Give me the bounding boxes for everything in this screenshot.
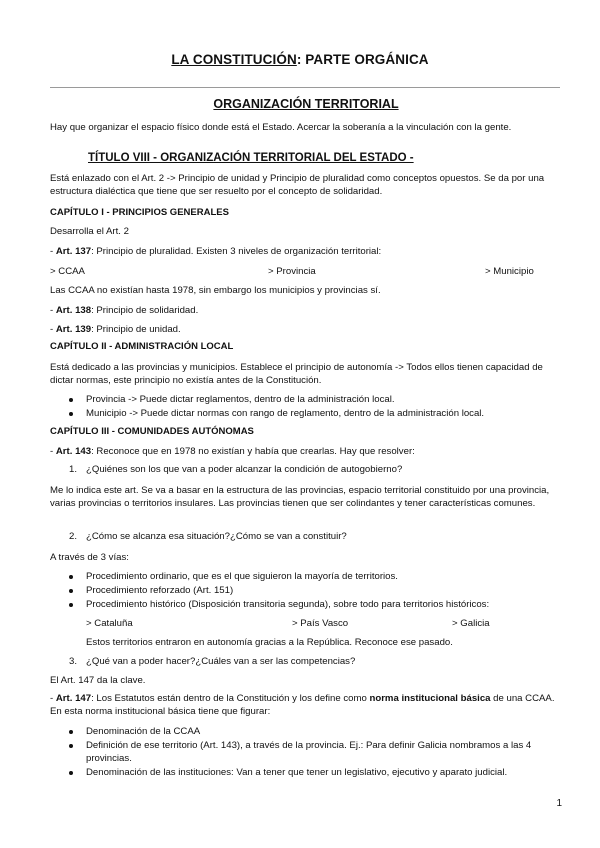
art137-prefix: - [50,246,56,257]
art138-prefix: - [50,305,56,316]
bullet-dot [69,412,73,416]
q2-text: ¿Cómo se alcanza esa situación?¿Cómo se van a constituir? [86,531,347,542]
art138-text: : Principio de solidaridad. [91,305,199,316]
via-ordinario: Procedimiento ordinario, que es el que siguieron la mayoría de territorios. [86,571,398,582]
vias-intro: A través de 3 vías: [50,552,129,563]
bullet-dot [69,730,73,734]
historico-pais-vasco: > País Vasco [292,618,349,629]
q1-answer: Me lo indica este art. Se va a basar en la estructura de las provincias, espacio territorial constituido por una provincia, varias provincias o territorios insulares. Las provincias tienen que ser colindantes y tener características comunes. [50,485,550,509]
document-title [0,52,600,67]
q2-number: 2. [69,531,78,542]
art138-line [50,304,560,317]
art147-clave: El Art. 147 da la clave. [50,675,146,686]
title-rest: : PARTE ORGÁNICA [296,52,429,67]
titulo-paragraph: Está enlazado con el Art. 2 -> Principio de unidad y Principio de pluralidad como conceptos opuestos. Se da por una estructura dialéctica que tiene que ser resuelto por el concepto de solidaridad. [50,173,545,197]
historico-cataluna: > Cataluña [86,618,133,629]
art143-prefix: - [50,446,56,457]
estatuto-instituciones: Denominación de las instituciones: Van a tener que tener un legislativo, ejecutivo y aparato judicial. [86,767,508,778]
title-underlined: LA CONSTITUCIÓN [171,52,297,67]
titulo-heading: TÍTULO VIII - ORGANIZACIÓN TERRITORIAL DEL ESTADO - [88,152,414,164]
art147-text2: de una CCAA. En esta norma institucional básica tiene que figurar: [50,693,555,717]
level-provincia: > Provincia [268,266,316,277]
bullet-dot [69,589,73,593]
bullet-dot [69,575,73,579]
art147-paragraph [50,692,560,718]
cap1-heading: CAPÍTULO I - PRINCIPIOS GENERALES [50,207,229,218]
estatuto-denominacion: Denominación de la CCAA [86,726,201,737]
q1-text: ¿Quiénes son los que van a poder alcanzar la condición de autogobierno? [86,464,403,475]
art143-text: : Reconoce que en 1978 no existían y había que crearlas. Hay que resolver: [91,446,415,457]
art137-line [50,245,560,258]
art137-text: : Principio de pluralidad. Existen 3 niveles de organización territorial: [91,246,382,257]
art143-label: Art. 143 [55,446,92,457]
cap2-bullet-municipio: Municipio -> Puede dictar normas con rango de reglamento, dentro de la administración local. [86,408,485,419]
q3-number: 3. [69,656,78,667]
cap2-heading: CAPÍTULO II - ADMINISTRACIÓN LOCAL [50,341,234,352]
estatuto-territorio: Definición de ese territorio (Art. 143), a través de la provincia. Ej.: Para definir Galicia nombramos a las 4 provincias. [86,740,532,764]
art137-label: Art. 137 [55,246,92,257]
art147-text: : Los Estatutos están dentro de la Constitución y los define como [91,693,370,704]
art147-norma-institucional: norma institucional básica [369,693,491,704]
level-municipio: > Municipio [485,266,534,277]
historico-galicia: > Galicia [452,618,490,629]
art147-label: Art. 147 [55,693,92,704]
intro-paragraph: Hay que organizar el espacio físico donde está el Estado. Acercar la soberanía a la vinculación con la gente. [50,122,512,133]
title-divider [50,87,560,88]
cap2-paragraph: Está dedicado a las provincias y municipios. Establece el principio de autonomía -> Todos ellos tienen capacidad de dictar normas, este principio no existía antes de la Constitución. [50,362,543,386]
bullet-dot [69,771,73,775]
art139-prefix: - [50,324,56,335]
page-number: 1 [556,798,562,809]
art139-label: Art. 139 [55,324,92,335]
level-ccaa: > CCAA [50,266,85,277]
cap3-heading: CAPÍTULO III - COMUNIDADES AUTÓNOMAS [50,426,254,437]
historicos-note: Estos territorios entraron en autonomía gracias a la República. Reconoce ese pasado. [86,637,453,648]
q1-number: 1. [69,464,78,475]
via-historico: Procedimiento histórico (Disposición transitoria segunda), sobre todo para territorios históricos: [86,599,490,610]
bullet-dot [69,744,73,748]
section-title: ORGANIZACIÓN TERRITORIAL [213,97,399,111]
q3-text: ¿Qué van a poder hacer?¿Cuáles van a ser las competencias? [86,656,356,667]
cap2-bullet-provincia: Provincia -> Puede dictar reglamentos, dentro de la administración local. [86,394,395,405]
art139-line [50,323,560,336]
cap1-note: Las CCAA no existían hasta 1978, sin embargo los municipios y provincias sí. [50,285,381,296]
art143-line [50,445,560,458]
cap1-desarrolla: Desarrolla el Art. 2 [50,226,129,237]
bullet-dot [69,398,73,402]
via-reforzado: Procedimiento reforzado (Art. 151) [86,585,234,596]
art138-label: Art. 138 [55,305,92,316]
art147-prefix: - [50,693,56,704]
bullet-dot [69,603,73,607]
art139-text: : Principio de unidad. [91,324,181,335]
